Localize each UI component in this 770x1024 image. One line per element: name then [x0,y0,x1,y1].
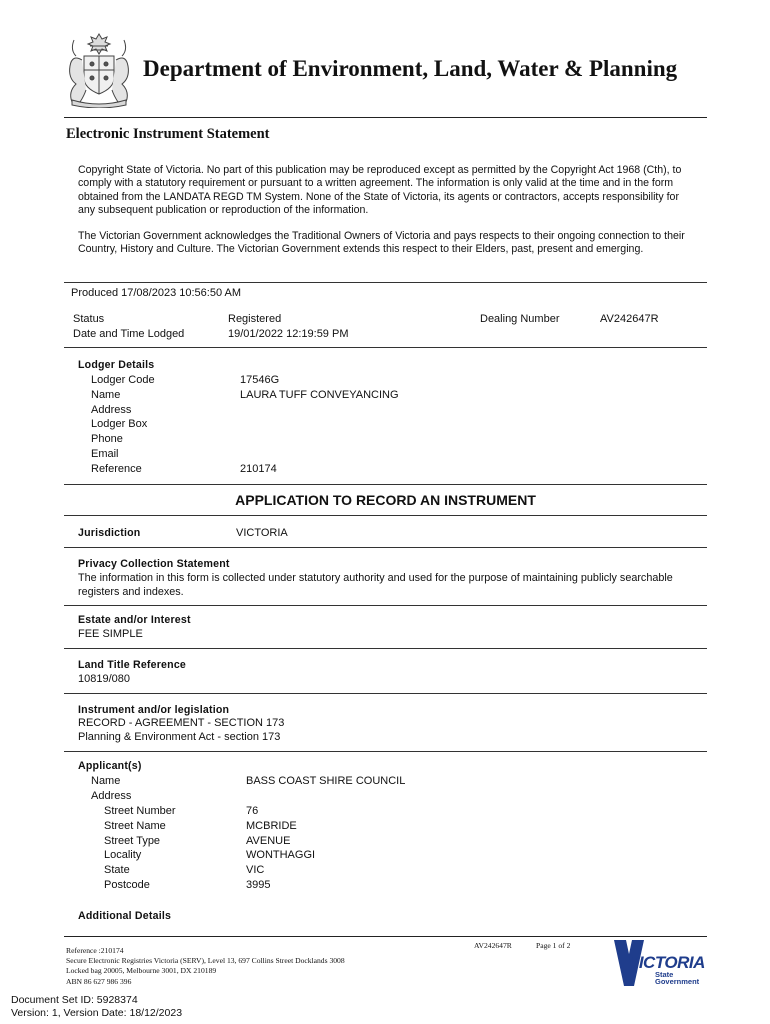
address-row-label: Street Number [104,805,176,817]
copyright-notice: Copyright State of Victoria. No part of this publication may be reproduced except as permitted by the Copyright Act 1968 (Cth), to comply with a statutory requirement or pursuant to a written agreement. The information is only valid at the time and in the form obtained from the LANDATA REGD TM System. None of the State of Victoria, its agents or contractors, accepts responsibility for any subsequent publication or reproduction of the information. [78,164,682,217]
footer-address-block [66,946,466,987]
lodger-row-label: Lodger Code [91,374,155,386]
address-row [104,834,554,849]
lodger-row [91,462,591,477]
footer-rule [64,936,707,937]
logo-word: VICTORIA [628,953,705,972]
address-row [104,848,554,863]
lodger-row [91,447,591,462]
footer-line: Reference :210174 [66,946,124,955]
address-row-label: State [104,864,130,877]
jurisdiction-value: VICTORIA [236,527,288,539]
lodger-row [91,417,591,432]
lodger-row [91,388,591,403]
address-row-label: Locality [104,849,142,862]
department-title: Department of Environment, Land, Water & Planning [143,56,678,81]
lodger-row-value: LAURA TUFF CONVEYANCING [240,388,399,401]
notice-rule [64,282,707,283]
coat-of-arms-icon [64,30,134,108]
acknowledgement-notice: The Victorian Government acknowledges the Traditional Owners of Victoria and pays respects to their ongoing connection to their Country, History and Culture. The Victorian Government extends this respect to their Elders, past, present and emerging. [78,230,685,256]
lodger-row-value: 17546G [240,374,280,386]
lodger-row [91,373,591,388]
logo-sub-1: State [655,970,674,979]
lodged-value: 19/01/2022 12:19:59 PM [228,328,349,340]
lodger-rule [64,484,707,485]
privacy-rule [64,605,707,606]
address-row-value: MCBRIDE [246,819,297,832]
privacy-text: The information in this form is collected under statutory authority and used for the purpose of maintaining publicly searchable registers and indexes. [78,572,673,598]
applicant-heading: Applicant(s) [78,760,142,772]
document-type: Electronic Instrument Statement [66,126,270,142]
dealing-label: Dealing Number [480,313,560,325]
estate-rule [64,648,707,649]
address-row-value: VIC [246,864,265,877]
lodger-row-value: 210174 [240,462,277,475]
lodger-row-label: Address [91,403,132,416]
produced-timestamp: Produced 17/08/2023 10:56:50 AM [71,287,242,299]
lodger-row [91,432,591,447]
address-row [104,863,554,878]
land-title-value: 10819/080 [78,673,130,685]
lodger-heading: Lodger Details [78,359,155,371]
lodger-row [91,403,591,418]
instrument-title: APPLICATION TO RECORD AN INSTRUMENT [235,492,536,508]
address-row-value: WONTHAGGI [246,849,316,862]
estate-heading: Estate and/or Interest [78,614,191,626]
land-title-rule [64,693,707,694]
applicant-name-value: BASS COAST SHIRE COUNCIL [246,775,406,787]
lodger-row-label: Name [91,388,121,401]
dealing-value: AV242647R [600,313,659,325]
lodger-row-label: Phone [91,433,123,446]
jurisdiction-label: Jurisdiction [78,527,141,539]
footer-page-number: Page 1 of 2 [536,941,571,950]
address-row-value: 3995 [246,878,271,891]
lodger-table [91,373,591,477]
lodger-row-label: Email [91,447,119,460]
status-value: Registered [228,313,282,325]
applicant-address-label: Address [91,790,132,802]
header-rule [64,117,707,118]
status-rule [64,347,707,348]
lodger-row-label: Reference [91,462,142,475]
status-label: Status [73,313,105,325]
document-set-id: Document Set ID: 5928374 [11,994,138,1006]
estate-value: FEE SIMPLE [78,628,143,640]
address-row [104,804,554,819]
footer-line: Locked bag 20005, Melbourne 3001, DX 210189 [66,966,217,976]
address-row-label: Street Type [104,834,161,847]
jurisdiction-rule [64,547,707,548]
victoria-government-logo [614,940,710,988]
lodger-row-label: Lodger Box [91,418,148,431]
address-row-value: AVENUE [246,834,291,847]
address-row-value: 76 [246,805,259,817]
logo-sub-2: Government [655,977,700,986]
lodged-label: Date and Time Lodged [73,328,185,340]
title-rule [64,515,707,516]
additional-details-heading: Additional Details [78,910,172,922]
address-row [104,819,554,834]
legislation-rule [64,751,707,752]
applicant-address-table [104,804,554,893]
privacy-heading: Privacy Collection Statement [78,558,230,570]
footer-dealing: AV242647R [474,941,512,950]
land-title-heading: Land Title Reference [78,659,187,671]
applicant-name-label: Name [91,775,121,787]
address-row-label: Street Name [104,819,166,832]
legislation-line-2: Planning & Environment Act - section 173 [78,731,281,743]
address-row [104,878,554,893]
address-row-label: Postcode [104,878,150,891]
footer-line: ABN 86 627 986 396 [66,976,132,986]
legislation-heading: Instrument and/or legislation [78,704,230,716]
legislation-line-1: RECORD - AGREEMENT - SECTION 173 [78,717,285,729]
footer-line: Secure Electronic Registries Victoria (SERV), Level 13, 697 Collins Street Docklands 3008 [66,956,345,966]
version-info: Version: 1, Version Date: 18/12/2023 [11,1007,183,1019]
